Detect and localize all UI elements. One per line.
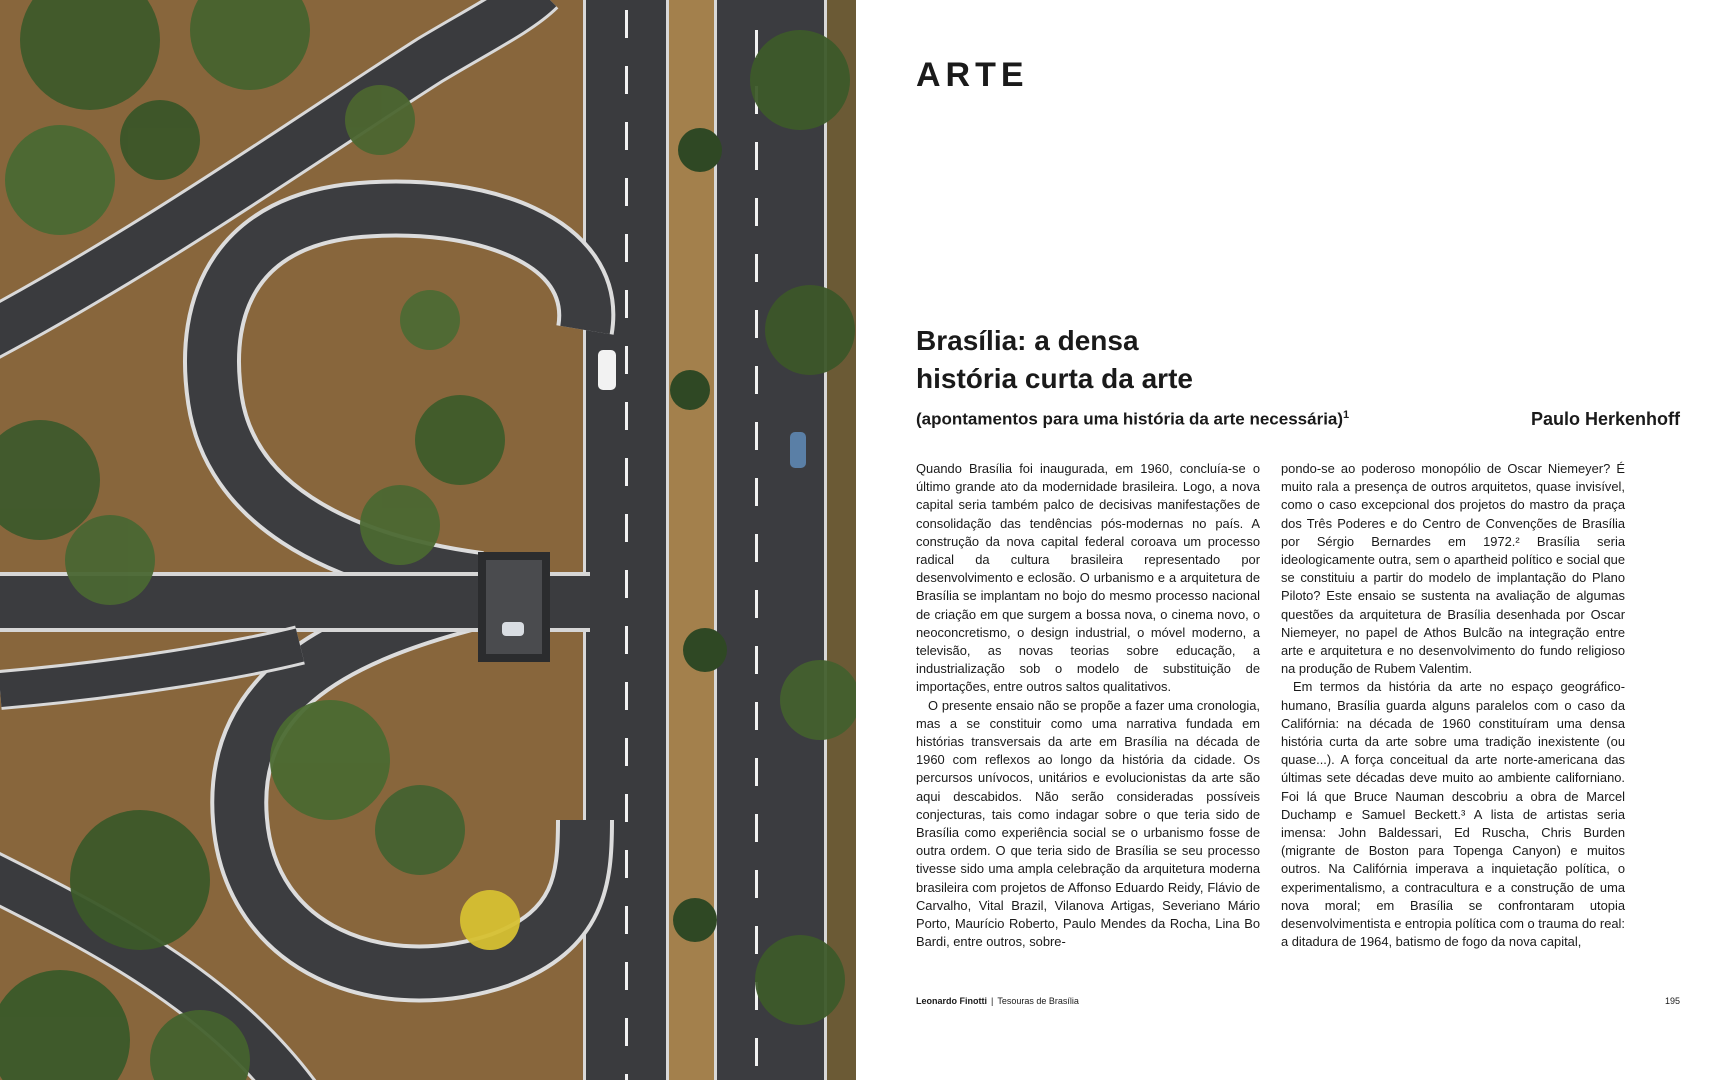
text-column-2 xyxy=(1281,460,1625,951)
article-subtitle xyxy=(916,409,1436,430)
aerial-photograph xyxy=(0,0,856,1080)
text-column-1 xyxy=(916,460,1260,951)
title-line-1: Brasília: a densa xyxy=(916,325,1139,356)
footnote-marker: 1 xyxy=(1343,409,1350,421)
article-title xyxy=(916,322,1516,398)
photo-work-title: Tesouras de Brasília xyxy=(997,996,1079,1006)
author-name: Paulo Herkenhoff xyxy=(1530,409,1680,429)
credit-separator: | xyxy=(991,996,994,1006)
subtitle-text: (apontamentos para uma história da arte necessária) xyxy=(916,409,1344,429)
page-number: 195 xyxy=(1664,996,1680,1006)
photographer-name: Leonardo Finotti xyxy=(916,996,987,1006)
paragraph: O presente ensaio não se propõe a fazer uma cronologia, mas a se constituir como uma narrativa fundada em histórias transversais da arte em Brasília na década de 1960 com reflexos ao longo da história da cidade. Os percursos unívocos, unitários e evolucionistas da arte são aqui descabidos. Não serão consideradas possíveis conjecturas, tais como indagar sobre o que teria sido de Brasília como experiência social se o urbanismo fosse de outra ordem. O que teria sido de Brasília se seu processo tivesse sido uma ampla celebração da arquitetura moderna brasileira com projetos de Affonso Eduardo Reidy, Flávio de Carvalho, Vital Brazil, Vilanova Artigas, Severiano Mário Porto, Maurício Roberto, Paulo Mendes da Rocha, Lina Bo Bardi, entre outros, sobre- xyxy=(916,697,1260,950)
section-label: ARTE xyxy=(916,56,1029,94)
paragraph: pondo-se ao poderoso monopólio de Oscar Niemeyer? É muito rala a presença de outros arquitetos, quase invisível, como o caso excepcional dos projetos do mastro da praça dos Três Poderes e do Centro de Convenções de Brasília por Sérgio Bernardes em 1972.² Brasília seria ideologicamente outra, sem o apartheid político e social que se constituiu a partir do modelo de implantação do Plano Piloto? Este ensaio se sustenta na avaliação de algumas questões da arquitetura de Brasília desenhada por Oscar Niemeyer, no papel de Athos Bulcão na integração entre arte e arquitetura e no desenvolvimento do fundo religioso na produção de Rubem Valentim. xyxy=(1281,461,1625,677)
text-page xyxy=(856,0,1713,1080)
paragraph: Quando Brasília foi inaugurada, em 1960, concluía-se o último grande ato da modernidade brasileira. Logo, a nova capital seria também palco de decisivas manifestações de consolidação das tendências pós-modernas no país. A construção da nova capital federal coroava um processo radical da cultura brasileira representado por desenvolvimento e eclosão. O urbanismo e a arquitetura de Brasília se implantam no bojo do mesmo processo nacional de criação em que surgem a bossa nova, o cinema novo, o neoconcretismo, o design industrial, o móvel moderno, a televisão, as novas teorias sobre educação, a industrialização sob o modelo de substituição de importações, entre outros saltos qualitativos. xyxy=(916,461,1260,695)
photo-credit xyxy=(916,996,1079,1006)
title-line-2: história curta da arte xyxy=(916,363,1193,394)
paragraph: Em termos da história da arte no espaço geográfico-humano, Brasília guarda alguns paralelos com o caso da Califórnia: na década de 1960 constituíram uma densa história curta da arte sobre uma tradição inexistente (ou quase...). A força conceitual da arte norte-americana das últimas sete décadas deve muito ao ambiente californiano. Foi lá que Bruce Nauman descobriu a obra de Marcel Duchamp e Samuel Beckett.³ A lista de artistas seria imensa: John Baldessari, Ed Ruscha, Chris Burden (migrante de Boston para Topenga Canyon) e muitos outros. Na Califórnia imperava a inquietação política, o experimentalismo, a contracultura e a construção de uma nova moral; em Brasília se confrontaram utopia desenvolvimentista e entropia política com o trauma do real: a ditadura de 1964, batismo de fogo da nova capital, xyxy=(1281,679,1625,950)
